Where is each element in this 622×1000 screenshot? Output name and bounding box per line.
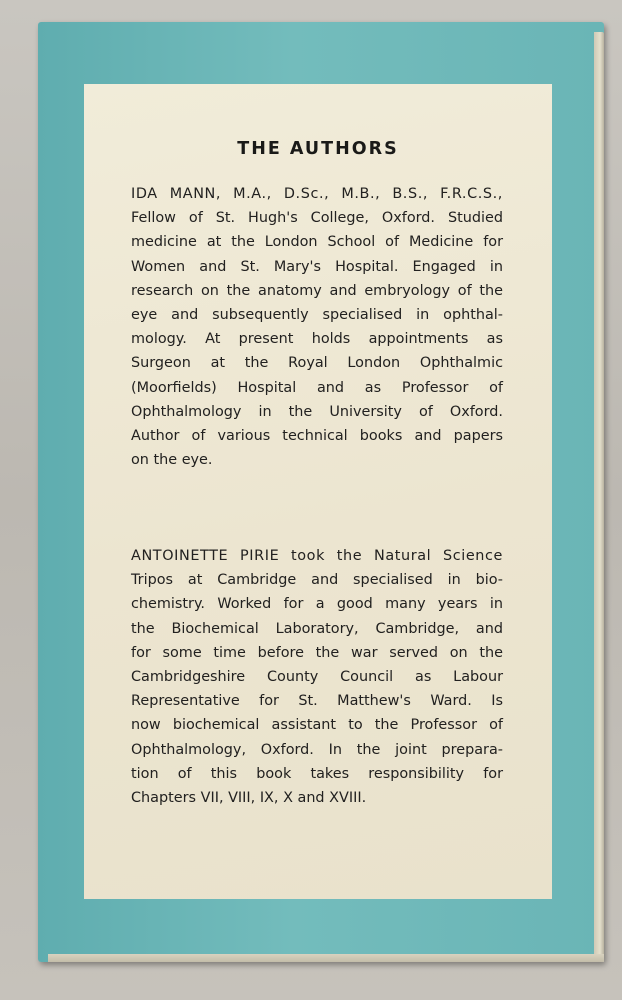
bio-line: medicine at the London School of Medicine for xyxy=(131,234,503,251)
author-bio-ida-mann xyxy=(131,182,503,472)
book-back-cover xyxy=(38,22,604,962)
bio-line: tion of this book takes responsibility for xyxy=(131,765,503,782)
page-edges-right xyxy=(594,32,604,962)
bio-line: Ophthalmology, Oxford. In the joint prepara- xyxy=(131,741,503,758)
bio-line: IDA MANN, M.A., D.Sc., M.B., B.S., F.R.C.S., xyxy=(131,186,503,202)
bio-line: Chapters VII, VIII, IX, X and XVIII. xyxy=(131,790,367,807)
bio-line: eye and subsequently specialised in ophthal- xyxy=(131,307,503,324)
bio-line: Surgeon at the Royal London Ophthalmic xyxy=(131,355,503,372)
bio-line: Cambridgeshire County Council as Labour xyxy=(131,669,503,686)
bio-line: the Biochemical Laboratory, Cambridge, and xyxy=(131,620,503,637)
author-bio-antoinette-pirie xyxy=(131,544,503,810)
bio-line: Representative for St. Matthew's Ward. Is xyxy=(131,693,503,710)
bio-line: Fellow of St. Hugh's College, Oxford. Studied xyxy=(131,210,503,227)
text-panel xyxy=(84,84,552,899)
bio-line: Author of various technical books and papers xyxy=(131,428,503,445)
bio-line: Tripos at Cambridge and specialised in bio- xyxy=(131,572,503,589)
bio-line: ANTOINETTE PIRIE took the Natural Science xyxy=(131,548,503,564)
bio-line: mology. At present holds appointments as xyxy=(131,331,503,348)
bio-line: (Moorfields) Hospital and as Professor of xyxy=(131,379,503,396)
bio-line: for some time before the war served on the xyxy=(131,644,503,661)
bio-line: research on the anatomy and embryology of the xyxy=(131,282,503,299)
bio-line: now biochemical assistant to the Professor of xyxy=(131,717,503,734)
bio-line: Women and St. Mary's Hospital. Engaged in xyxy=(131,258,503,275)
section-title: THE AUTHORS xyxy=(237,139,399,159)
page-edges-bottom xyxy=(48,954,604,962)
bio-line: on the eye. xyxy=(131,452,213,469)
bio-line: Ophthalmology in the University of Oxford. xyxy=(131,403,503,420)
bio-line: chemistry. Worked for a good many years in xyxy=(131,596,503,613)
